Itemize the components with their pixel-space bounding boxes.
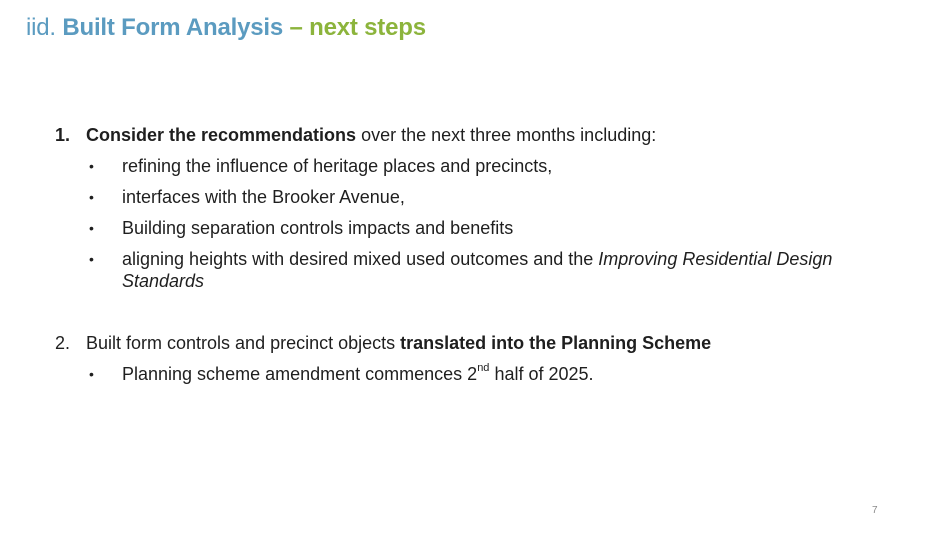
spacer [55, 292, 915, 332]
bullet-icon: • [89, 366, 94, 382]
ordinal-suffix: nd [477, 362, 490, 374]
bullet-icon: • [89, 251, 94, 267]
item-lead-bold: translated into the Planning Scheme [400, 333, 712, 353]
item-number: 1. [55, 125, 71, 145]
list-item [86, 186, 915, 208]
bullet-text: aligning heights with desired mixed used outcomes and the [122, 249, 599, 269]
title-suffix: – next steps [289, 14, 426, 41]
bullet-text: Building separation controls impacts and benefits [122, 218, 514, 238]
title-main: Built Form Analysis [62, 14, 284, 41]
bullet-text: interfaces with the Brooker Avenue, [122, 187, 405, 207]
bullet-text: Planning scheme amendment commences 2 [122, 364, 478, 384]
bullet-icon: • [89, 189, 94, 205]
list-item [86, 217, 915, 239]
bullet-icon: • [89, 158, 94, 174]
bullet-text: refining the influence of heritage places and precincts, [122, 156, 553, 176]
bullet-list-1 [86, 155, 915, 292]
item-lead-bold: Consider the recommendations [86, 125, 357, 145]
item-number: 2. [55, 333, 71, 353]
bullet-list-2 [86, 363, 915, 385]
item-lead-rest: over the next three months including: [356, 125, 657, 145]
bullet-icon: • [89, 220, 94, 236]
slide-title [26, 14, 426, 42]
bullet-text-end: half of 2025. [489, 364, 594, 384]
slide-body [55, 124, 915, 385]
list-item [86, 363, 915, 385]
bullet-text-italic: Improving Residential Design Standards [122, 249, 833, 291]
item-lead: Built form controls and precinct objects [86, 333, 401, 353]
numbered-item-1 [55, 124, 915, 292]
numbered-item-2 [55, 332, 915, 385]
list-item [86, 155, 915, 177]
title-prefix: iid. [26, 14, 56, 41]
list-item [86, 248, 915, 292]
page-number: 7 [872, 505, 878, 516]
